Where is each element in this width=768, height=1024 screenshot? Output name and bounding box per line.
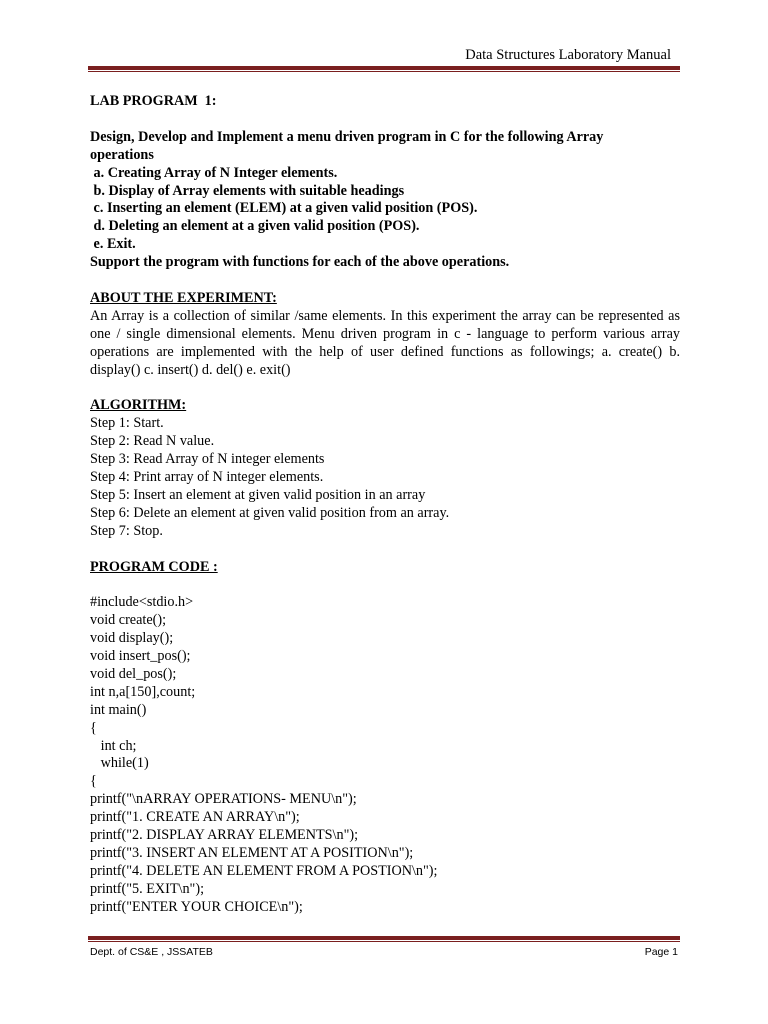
code-line: printf("3. INSERT AN ELEMENT AT A POSITION\n"); <box>90 844 414 861</box>
code-line: void del_pos(); <box>90 665 177 682</box>
code-line: { <box>90 719 97 736</box>
header-rule <box>88 66 680 72</box>
code-line: printf("\nARRAY OPERATIONS- MENU\n"); <box>90 791 357 808</box>
code-line: int main() <box>90 701 147 718</box>
algorithm-step: Step 4: Print array of N integer elements. <box>90 468 324 485</box>
code-line: printf("4. DELETE AN ELEMENT FROM A POSTION\n"); <box>90 862 438 879</box>
about-heading: ABOUT THE EXPERIMENT: <box>90 289 277 306</box>
program-code-heading: PROGRAM CODE : <box>90 558 218 575</box>
code-line: int ch; <box>90 737 137 754</box>
footer-page-number: Page 1 <box>644 946 678 958</box>
code-line: printf("1. CREATE AN ARRAY\n"); <box>90 809 300 826</box>
footer-department: Dept. of CS&E , JSSATEB <box>90 946 213 958</box>
algorithm-step: Step 6: Delete an element at given valid position from an array. <box>90 504 450 521</box>
code-line: printf("2. DISPLAY ARRAY ELEMENTS\n"); <box>90 827 359 844</box>
problem-item-d: d. Deleting an element at a given valid position (POS). <box>90 218 420 235</box>
problem-support: Support the program with functions for each of the above operations. <box>90 254 510 271</box>
code-line: #include<stdio.h> <box>90 594 194 611</box>
problem-item-a: a. Creating Array of N Integer elements. <box>90 164 338 181</box>
code-line: void create(); <box>90 612 167 629</box>
about-text: An Array is a collection of similar /same elements. In this experiment the array can be represented as one / single dimensional elements. Menu driven program in c - language to perform various array operations are implemented with the help of user defined functions as followings; a. create() b. display() c. insert() d. del() e. exit() <box>90 307 680 378</box>
problem-item-e: e. Exit. <box>90 236 136 253</box>
problem-item-c: c. Inserting an element (ELEM) at a given valid position (POS). <box>90 200 478 217</box>
code-line: printf("ENTER YOUR CHOICE\n"); <box>90 898 303 915</box>
problem-intro: Design, Develop and Implement a menu driven program in C for the following Array <box>90 128 604 145</box>
main-content <box>90 93 680 917</box>
code-line: void display(); <box>90 630 174 647</box>
lab-program-title: LAB PROGRAM 1: <box>90 93 217 109</box>
algorithm-step: Step 7: Stop. <box>90 522 163 539</box>
code-line: { <box>90 773 97 790</box>
algorithm-step: Step 5: Insert an element at given valid position in an array <box>90 486 426 503</box>
algorithm-step: Step 1: Start. <box>90 415 164 432</box>
algorithm-step: Step 2: Read N value. <box>90 433 215 450</box>
code-line: int n,a[150],count; <box>90 683 196 700</box>
problem-item-b: b. Display of Array elements with suitable headings <box>90 182 405 199</box>
algorithm-heading: ALGORITHM: <box>90 397 187 414</box>
footer-rule <box>88 936 680 942</box>
code-line: while(1) <box>90 755 149 772</box>
algorithm-step: Step 3: Read Array of N integer elements <box>90 451 325 468</box>
header-title: Data Structures Laboratory Manual <box>465 47 671 63</box>
problem-intro-cont: operations <box>90 146 154 163</box>
code-line: printf("5. EXIT\n"); <box>90 880 205 897</box>
code-line: void insert_pos(); <box>90 648 191 665</box>
